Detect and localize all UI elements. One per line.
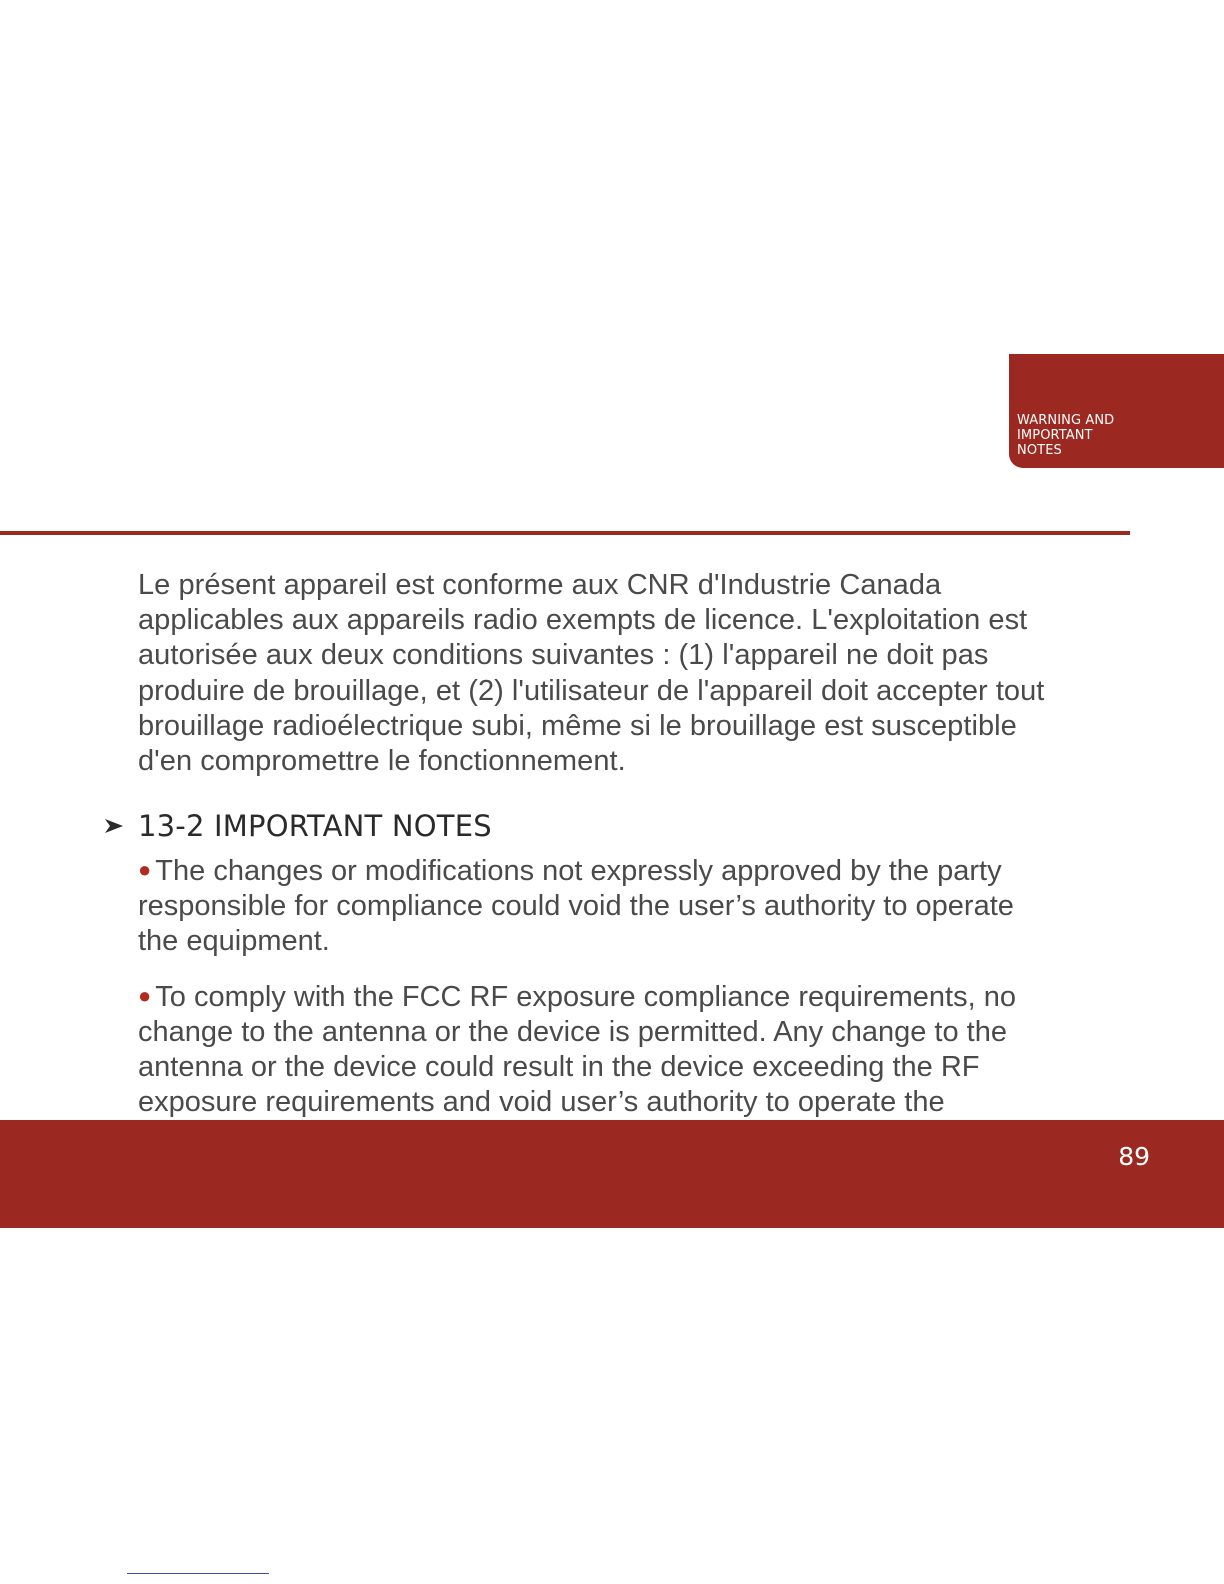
intro-paragraph: Le présent appareil est conforme aux CNR d'Industrie Canada applicables aux appareils radio exempts de licence. L'exploitation est autorisée aux deux conditions suivantes : (1) l'appareil ne doit pas produire de brouillage, et (2) l'utilisateur de l'appareil doit accepter tout brouillage radioélectrique subi, même si le brouillage est susceptible d'en compromettre le fonctionnement. bbox=[138, 569, 1045, 778]
page-footer bbox=[0, 1120, 1224, 1228]
chapter-tab bbox=[1009, 354, 1224, 468]
bullet-dot-icon: ● bbox=[138, 982, 152, 1008]
page-number: 89 bbox=[1118, 1142, 1150, 1171]
bullet-text: To comply with the FCC RF exposure compliance requirements, no change to the antenna or the device is permitted. Any change to the antenna or the device could result in the device exceeding the RF exposure requirements and void user’s authority to operate the bbox=[138, 980, 1016, 1119]
arrowhead-right-icon bbox=[104, 818, 124, 834]
header-rule bbox=[0, 531, 1130, 535]
footnote-rule bbox=[127, 1573, 269, 1574]
bullet-dot-icon: ● bbox=[138, 857, 152, 882]
bullet-list bbox=[138, 852, 1138, 1120]
section-heading bbox=[104, 808, 492, 844]
list-item bbox=[138, 852, 1138, 960]
list-item bbox=[138, 978, 1138, 1120]
bullet-text: The changes or modifications not expressly approved by the party responsible for compliance could void the user’s authority to operate the equipment. bbox=[138, 855, 1014, 958]
chapter-tab-label: WARNING AND IMPORTANT NOTES bbox=[1017, 413, 1115, 458]
section-heading-text: 13-2 IMPORTANT NOTES bbox=[138, 809, 492, 843]
